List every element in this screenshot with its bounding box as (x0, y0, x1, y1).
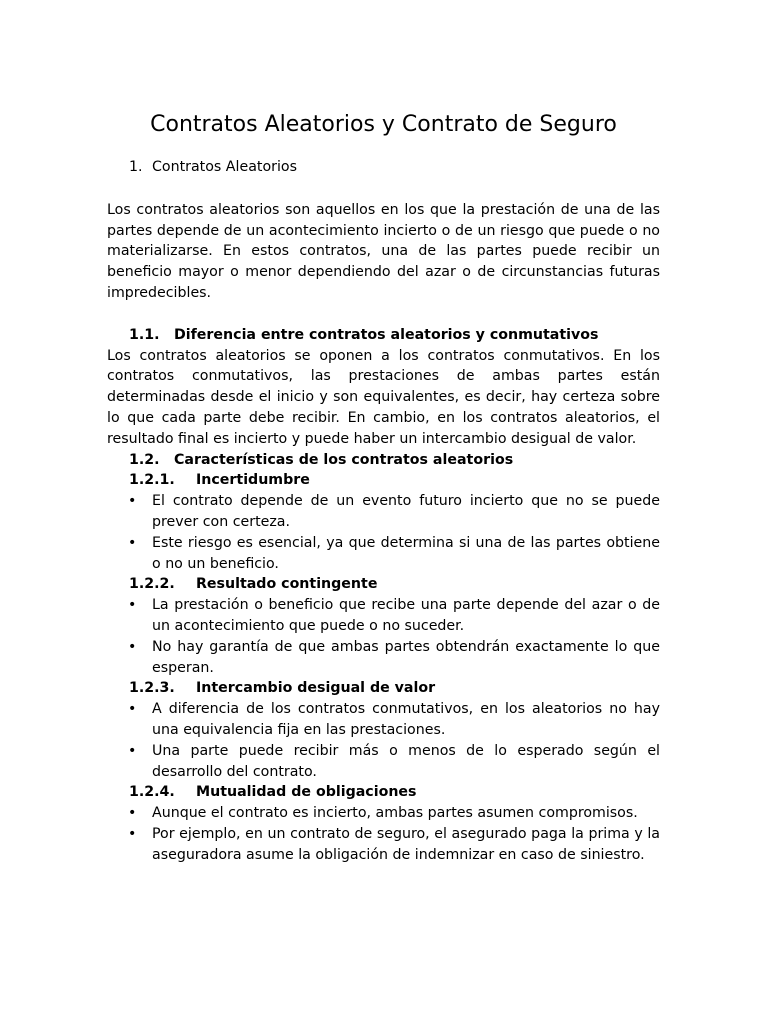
list-item-text: Por ejemplo, en un contrato de seguro, el asegurado paga la prima y la aseguradora asume la obligación de indemnizar en caso de siniestro. (152, 825, 660, 863)
subsection-title: Resultado contingente (196, 576, 378, 593)
section-number: 1.2. (129, 451, 160, 468)
list-item-text: La prestación o beneficio que recibe una parte depende del azar o de un acontecimiento que puede o no suceder. (152, 597, 660, 634)
section-title: Características de los contratos aleatorios (174, 451, 514, 468)
section-number: 1.1. (129, 326, 160, 343)
subsection-number: 1.2.3. (129, 680, 175, 697)
list-item (107, 491, 660, 533)
list-item-text: Aunque el contrato es incierto, ambas partes asumen compromisos. (152, 805, 638, 822)
section-heading-1 (129, 157, 660, 178)
list-item-text: No hay garantía de que ambas partes obtendrán exactamente lo que esperan. (152, 638, 660, 676)
bullet-icon: • (128, 701, 137, 718)
subsection-title: Mutualidad de obligaciones (196, 784, 417, 801)
bullet-icon: • (128, 805, 137, 822)
section-1-1-paragraph: Los contratos aleatorios se oponen a los contratos conmutativos. En los contratos conmutativos, las prestaciones de ambas partes están determinadas desde el inicio y son equivalentes, es decir, hay certeza sobre lo que cada parte debe recibir. En cambio, en los contratos aleatorios, el resultado final es incierto y puede haber un intercambio desigual de valor. (107, 347, 660, 447)
list-item-text: El contrato depende de un evento futuro incierto que no se puede prever con certeza. (152, 493, 660, 530)
section-heading-1-2 (129, 450, 660, 471)
subsection-heading-1-2-2 (129, 574, 660, 595)
subsection-title: Incertidumbre (196, 472, 310, 489)
list-item-text: A diferencia de los contratos conmutativos, en los aleatorios no hay una equivalencia fija en las prestaciones. (152, 701, 660, 738)
section-heading-1-1 (129, 325, 660, 346)
bullet-icon: • (128, 597, 137, 614)
list-item (107, 824, 660, 866)
list-item (107, 699, 660, 741)
bullet-list-1-2-4 (107, 803, 660, 865)
subsection-title: Intercambio desigual de valor (196, 680, 436, 697)
bullet-icon: • (128, 825, 137, 842)
list-item (107, 803, 660, 824)
section-number: 1. (129, 159, 143, 175)
bullet-list-1-2-3 (107, 699, 660, 782)
subsection-heading-1-2-4 (129, 782, 660, 803)
subsection-number: 1.2.4. (129, 784, 175, 801)
list-item-text: Este riesgo es esencial, ya que determina si una de las partes obtiene o no un beneficio. (152, 534, 660, 572)
section-1-intro-paragraph: Los contratos aleatorios son aquellos en los que la prestación de una de las partes depende de un acontecimiento incierto o de un riesgo que puede o no materializarse. En estos contratos, una de las partes puede recibir un beneficio mayor o menor dependiendo del azar o de circunstancias futuras impredecibles. (107, 201, 660, 301)
document-page (107, 110, 660, 866)
subsection-number: 1.2.1. (129, 472, 175, 489)
bullet-list-1-2-1 (107, 491, 660, 574)
bullet-icon: • (128, 534, 137, 551)
bullet-icon: • (128, 742, 137, 759)
section-title: Contratos Aleatorios (152, 159, 297, 175)
section-title: Diferencia entre contratos aleatorios y conmutativos (174, 326, 599, 343)
list-item (107, 533, 660, 575)
subsection-number: 1.2.2. (129, 576, 175, 593)
list-item (107, 637, 660, 679)
bullet-list-1-2-2 (107, 595, 660, 678)
subsection-heading-1-2-3 (129, 678, 660, 699)
subsection-heading-1-2-1 (129, 470, 660, 491)
bullet-icon: • (128, 493, 137, 510)
list-item-text: Una parte puede recibir más o menos de lo esperado según el desarrollo del contrato. (152, 742, 660, 780)
list-item (107, 595, 660, 637)
bullet-icon: • (128, 638, 137, 655)
list-item (107, 741, 660, 783)
document-title: Contratos Aleatorios y Contrato de Seguro (150, 112, 617, 137)
